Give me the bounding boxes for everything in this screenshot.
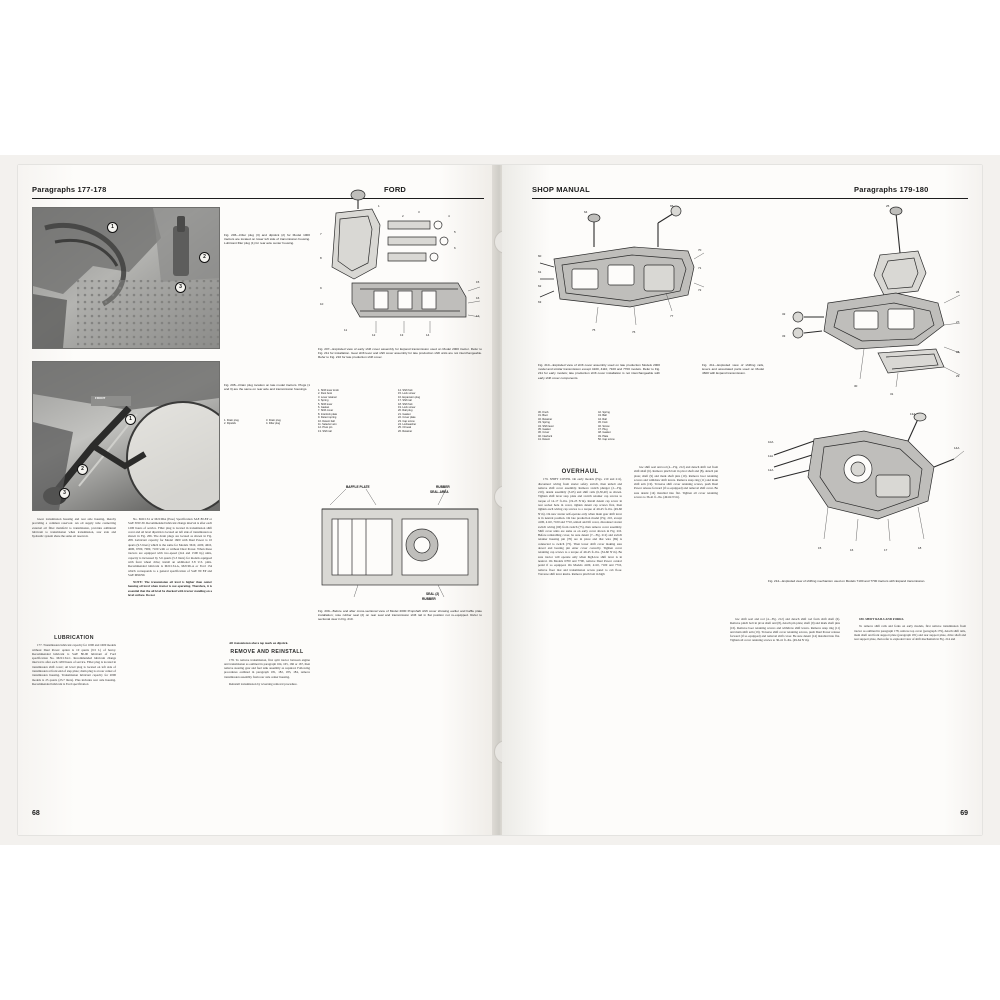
right-folio: 69 [960,810,968,817]
svg-text:RUBBER: RUBBER [436,485,450,489]
left-col-1-lubrication [32,631,116,835]
svg-text:26: 26 [956,290,960,294]
svg-text:SEAL-AREA: SEAL-AREA [430,490,449,494]
paragraph-178-capacity: No. M2C134 or M2C96A (Esso) Specification SAE 80-EP or SAE 30W-30. Recommended lubricant change interval is after each 1200 hours of service. Filler plug is located in transmission shift cover and oil level dipstick is located on left side of transmission as shown in Fig. 206. The drain plugs are located as shown in Fig. 208. Lubricant capacity for Model 1600 with Dual Power is 10 quarts (9.5 liters) which is the same for Models 3610, 4100, 4610, 4600, 6700, 7000, 7100 with or without Dual Power. When these tractors are equipped with two-speed (2x4 and 1500 hp) units, capacity is increased by 5.6 quarts (5.3 liters) for models equipped with front wheel drive; install an additional 3.8 U.S. pints. Recommended lubricant is M2C134-A, M2C96-A or Ford 134 which corresponds to a general specification of SAE 80 EP and SAE M90/90. [128,517,212,577]
note-oil-level: NOTE: The transmission oil level is higher than center housing oil level when tractor is not operating. Therefore, it is essential that the oil level be checked with tractor standing on a level surface. Do not [128,580,212,598]
fig206-caption: Fig. 206—Filler plug (3) and dipstick (2) for Model 1000 tractors are located on lower left side of transmission housing. Lubricant filler plug (1) for rear axle center housing. [224,233,310,246]
svg-text:14: 14 [426,333,430,337]
heading-overhaul: OVERHAUL [561,469,599,475]
left-page-header-left: Paragraphs 177-178 [32,185,107,194]
right-col-2 [634,465,718,835]
svg-text:28: 28 [956,350,960,354]
paragraph-179: 179. SHIFT COVER. On early models (Figs. 210 and 211), disconnect wiring from starter safety switch, then unbolt and remove shift cover assembly. Remove switch plunger (2—Fig. 210), detent assembly (3-65) and shift rails (6,30,40) as shown. Tighten shift lever stop plate and switch retainer cap screws to torque of 14-17 ft.-lbs. (19-23 N·m). Install detent cap screw in rear socket hole in cover, tighten detent cap screws first, then tighten each wiring cap screws to a torque of 40-45 ft.-lbs. (49-60 N·m). On new starter self-operate only when main gear shift lever is in neutral position. On late production model (Fig. 210, except 4100, 4110, 7100 and 7710, unbolt and lift cover, disconnect starter switch wiring (60) from switch (75), then remove cover assembly. Shift cover units are same as on early cover shown in Fig. 210. Before reinstalling cover, be sure detent (7—Fig. 212) and switch retainer housing pin (76) are in place and that wire (69) is connected to switch (75). Then lower shift cover making sure dowel and bearing pin enter cover correctly. Tighten cover retaining cap screws to a torque of 40-45 ft.-lbs. (54-60 N·m). Be sure tractor will operate only when high-low shift lever is in neutral. On Models 6700 and 7700, remove Dual Power control pedal if so equipped. On Models 4100, 4110, 7100 and 7710, remove floor mat and transmission access panel to cab floor. Traverse shift lever knobs. Remove pinch bolt in high [538,477,622,576]
fig210-caption: Fig. 210—Exploded view of shift cover assembly used on late production Models 2000 model and similar transmission except 4100, 4110, 7100 and 7700 models. Refer to Fig. 211 for early models; late production shift cover installation is not interchangeable with early shift cover components. [538,363,660,380]
fig209-drawing [318,483,482,601]
svg-text:16: 16 [850,548,854,552]
fig211-drawing [768,204,966,407]
left-page [18,165,498,835]
svg-text:4: 4 [448,214,450,218]
svg-text:10A: 10A [768,440,774,444]
photo1-callout-2: 2 [199,252,210,263]
svg-text:15: 15 [476,280,480,284]
svg-text:RUBBER: RUBBER [422,597,436,601]
svg-text:9: 9 [320,286,322,290]
fig209-caption: Fig. 209—Before and after cross-sectional view of Model 2000 Propshaft shift cover showing earlier and baffle plate installation; note rubber seal (2) on rear seal and transmission shift rail in flat position not re-equipped. Refer to sectional view in Fig. 210. [318,609,482,622]
left-folio: 68 [32,810,40,817]
svg-text:33: 33 [782,334,786,338]
paragraph-178-remove: 178. To remove transmission, first split tractor between engine and transmission as outlined in paragraph 164, 165, 166 or 167, then remove steering gear and fuel tank assembly as required. Following procedures outlined in paragraph 181, 182, 183, 184, remove transmission assembly from rear axle center housing. [224,657,310,679]
paragraph-reinstall: Reinstall transmission by reversing removal procedure. [229,682,298,687]
svg-text:25: 25 [886,204,890,208]
svg-text:61: 61 [538,270,542,274]
svg-text:32: 32 [782,312,786,316]
photo-drain-plug-location [32,361,220,511]
svg-text:63: 63 [538,300,542,304]
left-header-rule [32,198,484,199]
svg-text:77: 77 [670,314,674,318]
fig207-legend: 1. Shift lever knob 2. Dust boot 3. Lever retainer 4. Spring 5. Shift lever 6. Gasket 7. Shift cover 8. Interlock plate 9. Detent spring 10. Detent ball 11. Selector arm 12. Pivot pin 13. Shift rail14. Shift fork 15. Lock screw 16. Expansion plug 17. Shift rail 18. Shift fork 19. Lock screw 20. Rail plug 21. Gasket 22. Cover plate 23. Cap screw 24. Lockwasher 25. Oil seal 26. Retainer [318,389,421,433]
fig210-drawing [538,204,706,357]
fig211-caption: Fig. 211—Exploded view of shifting rails, levers and associated parts used on Model 4600 with Expand transmission. [702,363,764,376]
svg-text:11A: 11A [768,454,774,458]
svg-text:31: 31 [890,392,894,396]
fig-note-dipstick: All transmission above top mark on dipstick. [229,641,289,645]
right-col-4 [854,617,966,835]
fig208-caption: Fig. 208—Drain plug location on late model tractors. Plugs (1 and 3) are the same on rear axle and transmission housings. [224,383,310,392]
svg-text:15: 15 [818,546,822,550]
right-page [502,165,982,835]
svg-text:65: 65 [670,204,674,208]
svg-text:17: 17 [476,314,480,318]
svg-text:30: 30 [854,384,858,388]
svg-text:12A: 12A [768,468,774,472]
left-intro-text: lower transmission housing and rear axle housing, thereby providing a common reservoir. An oil supply tube connecting external oil filter manifold to transmission, provides additional lubricant to transmission when transmission, rear axle and hydraulic system share the same oil reservoir. [32,517,116,539]
svg-text:75: 75 [592,328,596,332]
svg-text:5: 5 [454,230,456,234]
fig207-caption: Fig. 207—Exploded view of early shift cover assembly for Expand transmission used on Model 2000 tractor. Refer to Fig. 211 for installation. Gear shift lever and shift cover assembly for late production shift units are not interchangeable. Refer to Fig. 210 for late production shift cover. [318,347,482,360]
paragraph-179-cont: low shift seal and rod (4—Fig. 212) and detach shift rod from shift shaft (6). Remove pinch bolt in pivot shaft and (8), detach pin plate; shaft (9) and mark shaft pins (10). Remove boot retaining screws and withdraw shift levers. Remove snap ring (11) and main shift arm (19). Traverse shift cover retaining screws, push Dual Power release forward (if so equipped) and removal shift cover. Be sure detent (14) installed into flat. Tighten all cover retaining screws to 36-41 ft.-lbs. (49-64 N·m). [634,465,718,500]
svg-text:70: 70 [698,248,702,252]
svg-text:76: 76 [632,330,636,334]
svg-text:17: 17 [884,548,888,552]
svg-text:11: 11 [344,328,348,332]
right-header-rule [532,198,968,199]
svg-text:BAFFLE PLATE: BAFFLE PLATE [346,485,370,489]
svg-text:60: 60 [538,254,542,258]
photo2-callout-3: 3 [59,488,70,499]
svg-text:SEAL (2): SEAL (2) [426,592,440,596]
fig207-drawing [318,205,482,337]
svg-text:16: 16 [476,296,480,300]
svg-text:29: 29 [956,374,960,378]
svg-text:64: 64 [584,210,588,214]
heading-shift-rails-forks: 180. SHIFT RAILS AND FORKS. [859,617,905,621]
paragraph-180b: To remove shift rails and forks on early models, first remove transmission from tractor as outlined in paragraph 178, remove top cover (paragraph 179), detach shift rails, main shaft and front support plate (paragraph 181) and rear support plate, drive shaft and rear support plate, then refer to exploded view of shift mechanism in Fig. 214 and [854,624,966,642]
paragraph-180-text: low shift seal and rod (4—Fig. 212) and detach shift rod from shift shaft (6). Remove pinch bolt in pivot shaft and (8), detach pin plate; shaft (9) and mark shaft pins (10). Remove boot retaining screws and withdraw shift levers. Remove snap ring (11) and main shift arm (19). Traverse shift cover retaining screws, push Dual Power release forward (if so equipped) and removal shift cover. Be sure detent (14) installed into flat. Tighten all cover retaining screws to 36-41 ft.-lbs. (49-64 N·m). [730,617,840,643]
svg-text:1: 1 [378,204,380,208]
left-col-3 [224,641,310,835]
svg-text:3: 3 [418,210,420,214]
heading-remove-reinstall: REMOVE AND REINSTALL [230,649,304,656]
right-col-1 [538,465,622,835]
svg-text:2: 2 [402,214,404,218]
photo2-front-label: FRONT [95,396,106,400]
photo-filler-plug-location [32,207,220,349]
photo1-callout-1: 1 [107,222,118,233]
svg-text:71: 71 [698,266,702,270]
photo2-callout-1: 1 [125,414,136,425]
book-spread [18,165,982,835]
right-page-header-right: Paragraphs 179-180 [854,185,929,194]
svg-text:72: 72 [698,288,702,292]
left-page-header-right: FORD [384,185,407,194]
svg-text:27: 27 [956,320,960,324]
svg-text:7: 7 [320,232,322,236]
left-col-2 [128,517,212,835]
svg-text:14A: 14A [954,446,960,450]
right-page-header-left: SHOP MANUAL [532,185,590,194]
fig212-drawing [768,412,966,575]
svg-text:6: 6 [454,246,456,250]
fig210-legend: 30. Knob 31. Boot 32. Retainer 33. Spring 34. Shift lever 35. Gasket 36. Cover 40. Interlock 41. Detent42. Spring 43. Ball 44. Rail 45. Fork 46. Screw 47. Plug 48. Gasket 49. Plate 50. Cap screw [538,411,615,442]
photo1-callout-3: 3 [175,282,186,293]
heading-lubrication: LUBRICATION [54,635,94,641]
photo2-callout-2: 2 [77,464,88,475]
svg-text:62: 62 [538,284,542,288]
paragraph-177: 177. Transmission lubricant capacity for 1000 and 1600 models without Dual Power option is 10 quarts (9.5 L) of heavy. Recommended lubricant is SAE 80-90 lubricant of Ford specification No. M2C134-C. Recommended lubricant change interval is after each 1200 hours of service. Filler plug is located in transmission shift cover; oil level plug is located on left side of transmission at front end of step plate; drain plug is at rear center of transmission housing. Transmission lubricant capacity for 2000 models is 25 quarts (23.7 liters). Plus includes rear axle housing. Recommended lubricant is Ford specification [32,643,116,686]
svg-text:10: 10 [320,302,324,306]
svg-text:13: 13 [400,333,404,337]
svg-text:13A: 13A [910,412,916,416]
svg-text:8: 8 [320,256,322,260]
fig212-caption: Fig. 212—Exploded view of shifting mechanism used on Models 7100 and 7700 tractors with Expand transmission. [768,579,926,583]
svg-text:12: 12 [372,333,376,337]
fig208-legend: 1. Drain plug 2. Dipstick3. Drain plug 4. Filler plug [224,419,281,426]
svg-text:18: 18 [918,546,922,550]
right-col-3 [730,617,840,835]
